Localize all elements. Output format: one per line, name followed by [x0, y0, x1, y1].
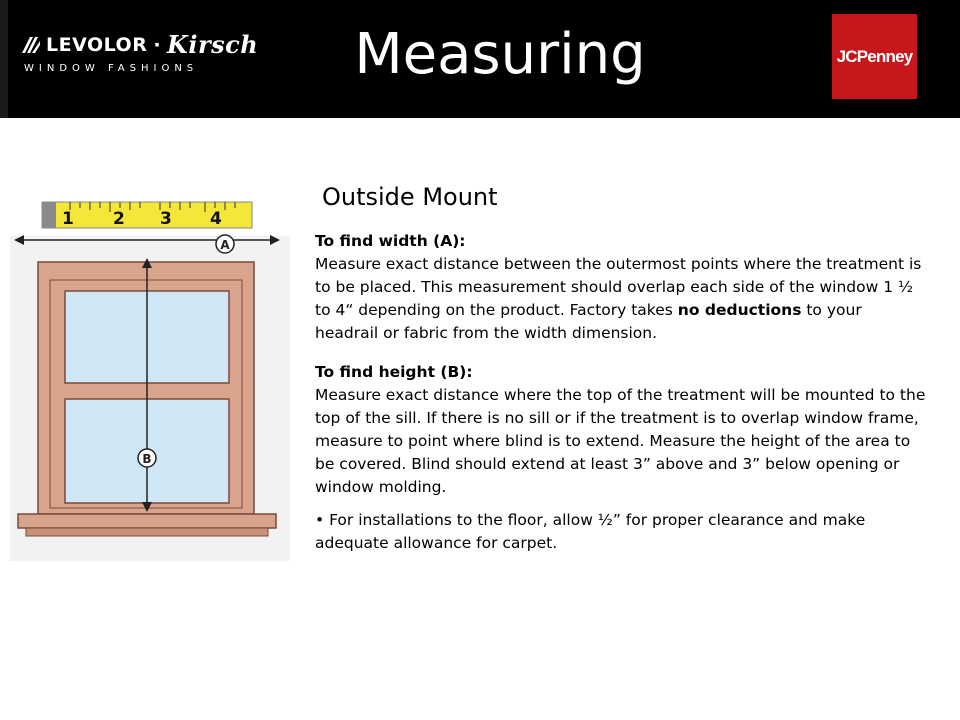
window-measurement-diagram [10, 196, 290, 561]
levolor-kirsch-logo [22, 30, 258, 74]
width-paragraph [315, 253, 927, 345]
tape-measure-end [42, 202, 56, 228]
logo-separator: · [153, 33, 162, 56]
width-text-1: Measure exact distance between the outermost points where the treatment is to be placed. This measurement should overlap each side of the window 1 ½ to 4“ depending on the product. Factory takes [315, 255, 922, 319]
levolor-mark-icon [22, 37, 40, 53]
label-a: A [220, 238, 230, 252]
header-bar [0, 0, 960, 118]
width-heading: To find width (A): [315, 232, 466, 250]
window-sill [18, 514, 276, 528]
instructions-body [315, 230, 927, 555]
page-title: Measuring [354, 22, 646, 87]
tape-tick-1: 1 [62, 209, 74, 229]
section-subtitle: Outside Mount [322, 183, 498, 211]
label-b: B [142, 452, 152, 466]
tape-tick-2: 2 [113, 209, 125, 229]
jcpenney-logo-text: JCPenney [836, 46, 913, 66]
levolor-brand: LEVOLOR [46, 33, 148, 56]
floor-installation-bullet: • For installations to the floor, allow ½” for proper clearance and make adequate allowance for carpet. [315, 511, 866, 552]
tape-tick-3: 3 [160, 209, 172, 229]
width-text-2: to your headrail or fabric from the width dimension. [315, 301, 862, 342]
jcpenney-logo [832, 14, 917, 99]
kirsch-brand: Kirsch [167, 30, 259, 59]
width-bold-text: no deductions [677, 301, 802, 319]
tape-tick-4: 4 [210, 209, 222, 229]
height-paragraph: Measure exact distance where the top of the treatment will be mounted to the top of the sill. If there is no sill or if the treatment is to overlap window frame, measure to point where blind is to extend. Measure the height of the area to be covered. Blind should extend at least 3” above and 3” below opening or window molding. [315, 386, 926, 496]
levolor-tagline: WINDOW FASHIONS [24, 63, 199, 74]
sill-apron [26, 528, 268, 536]
header-edge [0, 0, 8, 118]
height-heading: To find height (B): [315, 363, 473, 381]
